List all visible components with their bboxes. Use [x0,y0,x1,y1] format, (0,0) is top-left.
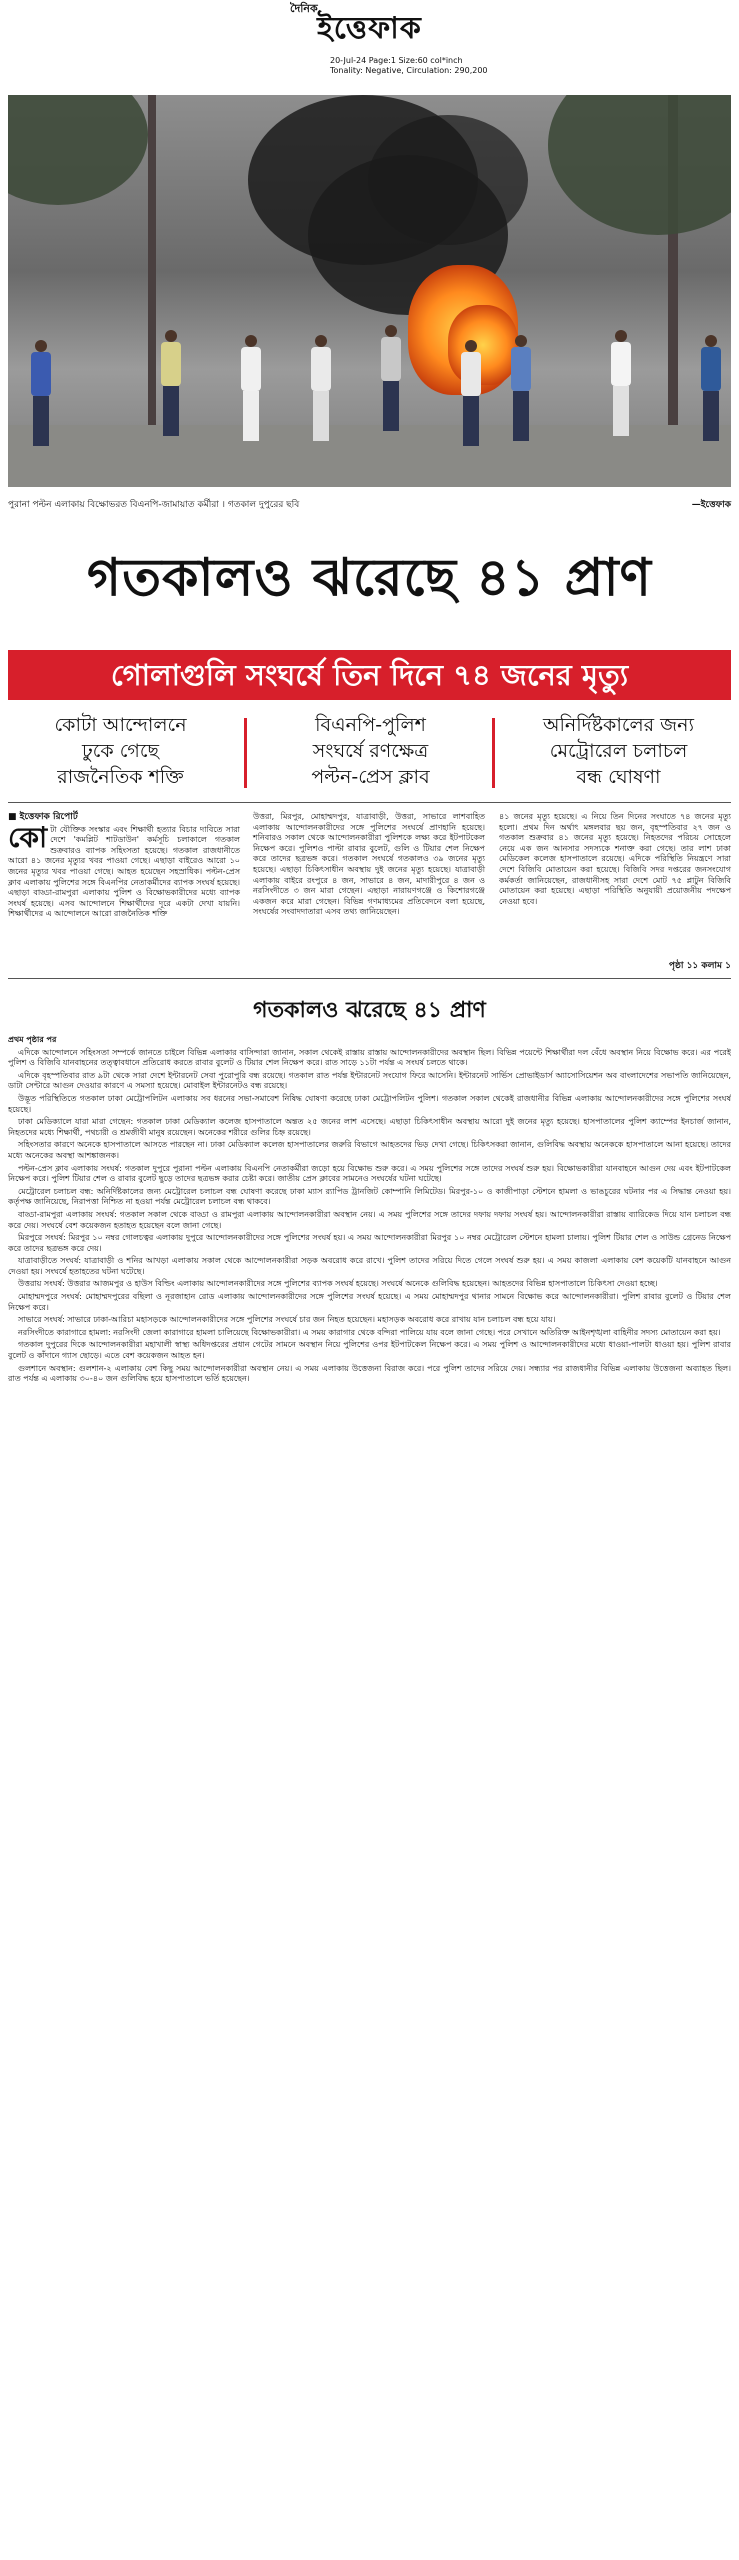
subhead-3 [506,712,731,790]
meta-line-2: Tonality: Negative, Circulation: 290,200 [330,66,488,75]
paragraph: নরসিংদীতে কারাগারে হামলা: নরসিংদী জেলা কারাগারে হামলা চালিয়েছে বিক্ষোভকারীরা। এ সময় কারাগার থেকে বন্দিরা পালিয়ে যায় বলে জানা গেছে। পরে সেখানে অতিরিক্ত আইনশৃঙ্খলা বাহিনীর সদস্য মোতায়েন করা হয়। [18,1327,721,1337]
paragraph: এদিকে বৃহস্পতিবার রাত ৯টা থেকে সারা দেশে ইন্টারনেট সেবা পুরোপুরি বন্ধ রয়েছে। গতকাল রাত পর্যন্ত ইন্টারনেট সংযোগ ফিরে আসেনি। ইন্টারনেট সার্ভিস প্রোভাইডার্স অ্যাসোসিয়েশন অব বাংলাদেশের সভাপতি জানিয়েছেন, ডাটা সেন্টারে আগুন দেওয়ার কারণে এ সমস্যা হয়েছে। মোবাইল ইন্টারনেটও বন্ধ রয়েছে। [8,1070,731,1091]
column-2-text: উত্তরা, মিরপুর, মোহাম্মদপুর, যাত্রাবাড়ী, উত্তরা, সাভারে লাশবাহিত এলাকায় আন্দোলনকারীদের সঙ্গে পুলিশের সংঘর্ষে প্রাণহানি হয়েছে। শনিবারও সকাল থেকে আন্দোলনকারীরা পুলিশকে লক্ষ্য করে ইটপাটকেল নিক্ষেপ করে। পুলিশও পাল্টা রাবার বুলেট, গুলি ও টিয়ার শেল নিক্ষেপ করে তাদের ছত্রভঙ্গ করে। গতকাল সংঘর্ষে গতকালও ৩৯ জনের মৃত্যু হয়েছে। এছাড়া চিকিৎসাধীন অবস্থায় দুই জনের মৃত্যু হয়েছে। যাত্রাবাড়ী এলাকায় বাইরে রংপুরে ৪ জন, সাভারে ৪ জন, মাদারীপুরে ৪ জন ও নরসিংদীতে ৩ জন মারা গেছেন। এছাড়া নারায়ণগঞ্জে ও কিশোরগঞ্জে একজন করে মারা গেছেন। বিভিন্ন গণমাধ্যমের প্রতিবেদনে বলা হয়েছে, সংঘর্ষের সংবাদদাতারা এসব তথ্য জানিয়েছেন। [253,812,485,917]
photo-caption [8,497,731,512]
meta-line-1: 20-Jul-24 Page:1 Size:60 col*inch [330,56,463,65]
article-column-2 [253,812,485,918]
paragraph: উত্তরায় সংঘর্ষ: উত্তরার আজমপুর ও হাউস বিল্ডিং এলাকায় আন্দোলনকারীদের সঙ্গে পুলিশের ব্যাপক সংঘর্ষ হয়েছে। সংঘর্ষে অনেকে গুলিবিদ্ধ হয়েছেন। আহতদের বিভিন্ন হাসপাতালে চিকিৎসা দেওয়া হচ্ছে। [18,1279,658,1289]
divider-rule [8,978,731,979]
paragraph: মেট্রোরেল চলাচল বন্ধ: অনির্দিষ্টকালের জন্য মেট্রোরেল চলাচল বন্ধ ঘোষণা করেছে ঢাকা ম্যাস র‍্যাপিড ট্রানজিট কোম্পানি লিমিটেড। মিরপুর-১০ ও কাজীপাড়া স্টেশনে হামলা ও ভাঙচুরের ঘটনার পর এ সিদ্ধান্ত নেওয়া হয়। কর্তৃপক্ষ জানিয়েছে, নিরাপত্তা নিশ্চিত না হওয়া পর্যন্ত মেট্রোরেল চলাচল বন্ধ থাকবে। [8,1186,731,1207]
masthead [0,0,739,92]
main-headline: গতকালও ঝরেছে ৪১ প্রাণ [87,548,652,608]
lead-photo [8,95,731,487]
paragraph: এদিকে আন্দোলনে সহিংসতা সম্পর্কে জানতে চাইলে বিভিন্ন এলাকার বাসিন্দারা জানান, সকাল থেকেই রাস্তায় রাস্তায় আন্দোলনকারীদের অবস্থান ছিল। বিভিন্ন পয়েন্টে শিক্ষার্থীরা দল বেঁধে অবস্থান নিয়ে বিক্ষোভ করে। এর পরেই পুলিশ ও বিজিবি যানবাহনের তত্ত্বাবধানে প্রতিরোধ করতে রাবার বুলেট ও টিয়ার শেল নিক্ষেপ করে। রাত সাড়ে ১১টা পর্যন্ত এ সংঘর্ষ চলতে থাকে। [8,1047,731,1068]
paragraph: যাত্রাবাড়ীতে সংঘর্ষ: যাত্রাবাড়ী ও শনির আখড়া এলাকায় সকাল থেকে আন্দোলনকারীরা সড়ক অবরোধ করে রাখে। পুলিশ তাদের সরিয়ে দিতে গেলে সংঘর্ষ শুরু হয়। এ সময় কাজলা এলাকায় বেশ কয়েকটি যানবাহনে আগুন দেওয়া হয়। সংঘর্ষে হতাহতের ঘটনা ঘটেছে। [8,1256,731,1276]
paragraph: গতকাল দুপুরের দিকে আন্দোলনকারীরা মহাখালী স্বাস্থ্য অধিদপ্তরের প্রধান গেটের সামনে অবস্থান নিয়ে পুলিশের ওপর ইটপাটকেল নিক্ষেপ করে। এ সময় পুলিশ ও আন্দোলনকারীদের মধ্যে ধাওয়া-পালটা ধাওয়া হয়। পুলিশ রাবার বুলেট ও কাঁদানে গ্যাস ছোড়ে। এতে বেশ কয়েকজন আহত হন। [8,1340,731,1361]
subhead-2-line-3: পল্টন-প্রেস ক্লাব [311,766,430,788]
subhead-3-line-1: অনির্দিষ্টকালের জন্য [543,714,694,736]
subhead-1-line-1: কোটা আন্দোলনে [54,714,187,736]
paragraph: মোহাম্মদপুরে সংঘর্ষ: মোহাম্মদপুরের বছিলা ও নূরজাহান রোড এলাকায় আন্দোলনকারীদের সঙ্গে পুলিশের সংঘর্ষ হয়েছে। এ সময় মোহাম্মদপুর থানার সামনে বিক্ষোভ করে আন্দোলনকারীরা। পুলিশ রাবার বুলেট ও টিয়ার শেল নিক্ষেপ করে। [8,1292,731,1312]
article-column-1 [8,812,240,920]
page-reference: পৃষ্ঠা ১১ কলাম ১ [668,961,731,972]
dropcap: কো [8,820,48,854]
byline: ■ ইত্তেফাক রিপোর্ট [8,812,78,822]
subhead-1-line-2: ঢুকে গেছে [81,740,160,762]
front-article [8,812,731,972]
subhead-1 [8,712,233,790]
article-column-3 [499,812,731,972]
masthead-prefix: দৈনিক [290,2,318,15]
paragraph: বাড্ডা-রামপুরা এলাকায় সংঘর্ষ: গতকাল সকাল থেকে বাড্ডা ও রামপুরা এলাকায় আন্দোলনকারীরা অবস্থান নেয়। এ সময় পুলিশের সঙ্গে তাদের দফায় দফায় সংঘর্ষ হয়। আন্দোলনকারীরা রাস্তায় ব্যারিকেড দিয়ে যান চলাচল বন্ধ করে দেয়। সংঘর্ষে বেশ কয়েকজন হতাহত হয়েছেন বলে জানা গেছে। [8,1209,731,1230]
photo-credit: —ইত্তেফাক [691,500,731,510]
subhead-2 [258,712,483,790]
masthead-title: ইত্তেফাক [317,11,422,46]
paragraph: সহিংসতার কারণে অনেকে হাসপাতালে আসতে পারছেন না। ঢাকা মেডিক্যাল কলেজ হাসপাতালের জরুরি বিভাগে আহতদের ভিড় দেখা গেছে। চিকিৎসকরা জানান, গুলিবিদ্ধ অবস্থায় অনেককে হাসপাতালে আনা হয়েছে। তাদের মধ্যে অনেকের অবস্থা আশঙ্কাজনক। [8,1140,731,1160]
paragraph: গুলশানে অবস্থান: গুলশান-২ এলাকায় বেশ কিছু সময় আন্দোলনকারীরা অবস্থান নেয়। এ সময় এলাকায় উত্তেজনা বিরাজ করে। পরে পুলিশ তাদের সরিয়ে দেয়। সন্ধ্যার পর রাজধানীর বিভিন্ন এলাকায় উত্তেজনা অব্যাহত ছিল। রাত পর্যন্ত এ এলাকায় ৩০-৪০ জন গুলিবিদ্ধ হয়ে হাসপাতালে ভর্তি হয়েছেন। [8,1363,731,1384]
clipping-meta [330,56,488,76]
column-1-text: টা যৌক্তিক সংস্কার এবং শিক্ষার্থী হত্যার বিচার দাবিতে সারা দেশে 'কমপ্লিট শাটডাউন' কর্মসূচি চলাকালে গতকাল শুক্রবারও ব্যাপক সহিংসতা হয়েছে। গতকাল রাজধানীতে আরো ৪১ জনের মৃত্যুর খবর পাওয়া গেছে। এছাড়া বাইরেও আরো ১০ জনের মৃত্যুর খবর পাওয়া গেছে। আহত হয়েছেন সহস্রাধিক। পল্টন-প্রেস ক্লাব এলাকায় পুলিশের সঙ্গে বিএনপির নেতাকর্মীদের ব্যাপক সংঘর্ষ হয়েছে। এছাড়া বাড্ডা-রামপুরা এলাকায় পুলিশ ও বিক্ষোভকারীদের মধ্যে ব্যাপক সংঘর্ষ হয়েছে। এসব আন্দোলনে শিক্ষার্থীদের দূরে একটা দেখা যায়নি। শিক্ষার্থীদের এ আন্দোলনে আরো রাজনৈতিক শক্তি [8,824,240,919]
paragraph: সাভারে সংঘর্ষ: সাভারে ঢাকা-আরিচা মহাসড়কে আন্দোলনকারীদের সঙ্গে পুলিশের সংঘর্ষে চার জন নিহত হয়েছেন। মহাসড়ক অবরোধ করে রাখায় যান চলাচল বন্ধ হয়ে যায়। [18,1315,556,1325]
continuation-from: প্রথম পৃষ্ঠার পর [8,1035,57,1044]
subheads [8,712,731,792]
subhead-divider [492,718,495,788]
continuation-title: গতকালও ঝরেছে ৪১ প্রাণ [253,998,486,1023]
divider-rule [8,802,731,803]
subhead-2-line-1: বিএনপি-পুলিশ [315,714,426,736]
subhead-2-line-2: সংঘর্ষে রণক্ষেত্র [312,740,429,762]
paragraph: পল্টন-প্রেস ক্লাব এলাকায় সংঘর্ষ: গতকাল দুপুরে পুরানা পল্টন এলাকায় বিএনপি নেতাকর্মীরা জড়ো হয়ে বিক্ষোভ শুরু করে। এ সময় পুলিশের সঙ্গে তাদের সংঘর্ষ শুরু হয়। বিক্ষোভকারীরা যানবাহনে আগুন দেয় এবং ইটপাটকেল নিক্ষেপ করে। পুলিশ টিয়ার শেল ও রাবার বুলেট ছুড়ে তাদের ছত্রভঙ্গ করার চেষ্টা করে। জাতীয় প্রেস ক্লাবের সামনেও সংঘর্ষের ঘটনা ঘটেছে। [8,1163,731,1184]
subhead-1-line-3: রাজনৈতিক শক্তি [57,766,184,788]
subhead-3-line-3: বন্ধ ঘোষণা [576,766,661,788]
paragraph: মিরপুরে সংঘর্ষ: মিরপুর ১০ নম্বর গোলচত্বর এলাকায় দুপুরে আন্দোলনকারীদের সঙ্গে পুলিশের সংঘর্ষ হয়। এ সময় আন্দোলনকারীরা মিরপুর ১০ নম্বর মেট্রোরেল স্টেশনে হামলা চালায়। পুলিশ টিয়ার শেল ও সাউন্ড গ্রেনেড নিক্ষেপ করে তাদের ছত্রভঙ্গ করে দেয়। [8,1233,731,1253]
paragraph: ঢাকা মেডিক্যালে যারা মারা গেছেন: গতকাল ঢাকা মেডিক্যাল কলেজ হাসপাতালে অন্তত ২৫ জনের লাশ এসেছে। এছাড়া চিকিৎসাধীন অবস্থায় আরো দুই জনের মৃত্যু হয়েছে। হাসপাতালের পুলিশ ক্যাম্পের ইনচার্জ জানান, নিহতদের মধ্যে শিক্ষার্থী, পথচারী ও শ্রমজীবী মানুষ রয়েছেন। অনেকের শরীরে গুলির চিহ্ন রয়েছে। [8,1117,731,1137]
paragraph: উদ্ভূত পরিস্থিতিতে গতকাল ঢাকা মেট্রোপলিটন এলাকায় সব ধরনের সভা-সমাবেশ নিষিদ্ধ ঘোষণা করেছে ঢাকা মেট্রোপলিটন পুলিশ। গতকাল সকাল থেকেই রাজধানীর বিভিন্ন এলাকায় আন্দোলনকারীদের সঙ্গে পুলিশের সংঘর্ষ হয়েছে। [8,1093,731,1114]
caption-text: পুরানা পল্টন এলাকায় বিক্ষোভরত বিএনপি-জামায়াত কর্মীরা । গতকাল দুপুরের ছবি [8,500,300,510]
red-banner: গোলাগুলি সংঘর্ষে তিন দিনে ৭৪ জনের মৃত্যু [8,650,731,700]
subhead-3-line-2: মেট্রোরেল চলাচল [549,740,688,762]
continuation-body [8,1035,731,2550]
column-3-text: ৪১ জনের মৃত্যু হয়েছে। এ নিয়ে তিন দিনের সংঘাতে ৭৪ জনের মৃত্যু হলো। প্রথম দিন অর্থাৎ মঙ্গলবার ছয় জন, বৃহস্পতিবার ২৭ জন ও গতকাল শুক্রবার ৪১ জনের মৃত্যু হয়েছে। নিহতদের পরিচয় সোহেলে নেয়ে এক জন আনসার সদস্যকে শনাক্ত করা গেছে। তার লাশ ঢাকা মেডিকেল কলেজ হাসপাতালে রয়েছে। এদিকে পরিস্থিতি নিয়ন্ত্রণে সারা দেশে বিজিবি মোতায়েন করা হয়েছে। বিজিবি সদর দপ্তরের জনসংযোগ কর্মকর্তা জানিয়েছেন, রাজধানীসহ সারা দেশে মোট ৭৫ প্লাটুন বিজিবি মোতায়েন করা হয়েছে। এছাড়া পরিস্থিতি অনুযায়ী প্রয়োজনীয় পদক্ষেপ নেওয়া হবে। [499,812,731,906]
subhead-divider [244,718,247,788]
